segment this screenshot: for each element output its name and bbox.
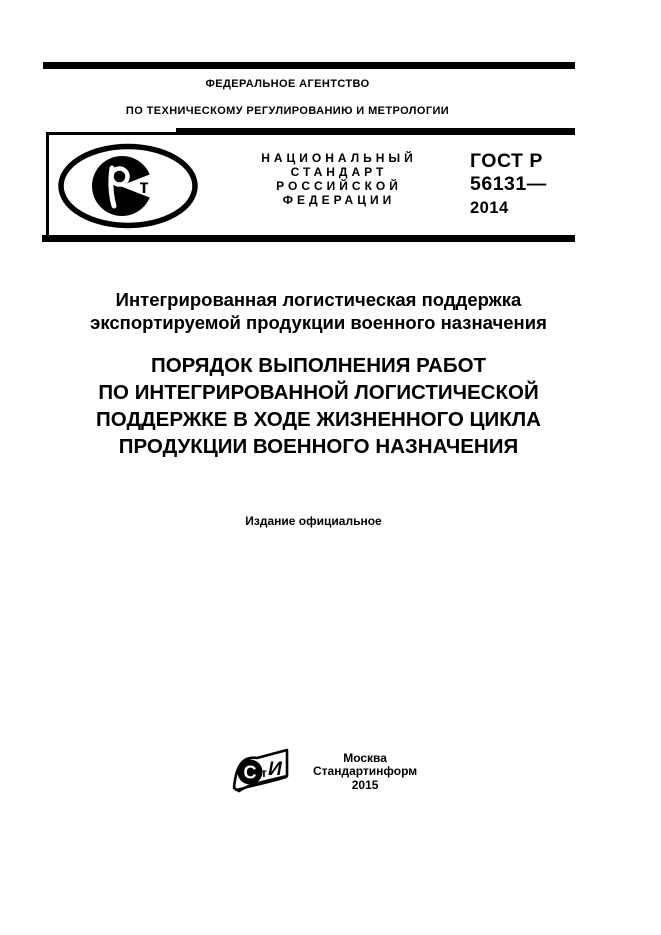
edition-note: Издание официальное: [245, 514, 382, 528]
subtitle-line-1: Интегрированная логистическая поддержка: [115, 289, 522, 310]
band-top-rule: [176, 128, 575, 135]
svg-text:И: И: [268, 759, 282, 780]
standard-header-band: [42, 128, 575, 242]
national-standard-label-line: РОССИЙСКОЙ: [276, 179, 402, 193]
logo-box-top-rule: [46, 132, 177, 135]
top-rule: [43, 62, 575, 69]
gost-designation-prefix: ГОСТ Р: [470, 150, 543, 172]
main-title-line-1: ПОРЯДОК ВЫПОЛНЕНИЯ РАБОТ: [150, 354, 487, 377]
imprint-text: [313, 752, 417, 793]
gost-designation-number: 56131—: [470, 172, 547, 195]
subtitle-line-2: экспортируемой продукции военного назначения: [90, 312, 547, 333]
national-standard-label-line: НАЦИОНАЛЬНЫЙ: [261, 151, 417, 165]
svg-text:т: т: [139, 177, 149, 198]
main-title-line-2: ПО ИНТЕГРИРОВАННОЙ ЛОГИСТИЧЕСКОЙ: [98, 381, 539, 404]
gost-designation: [470, 150, 547, 220]
agency-name-line-1: ФЕДЕРАЛЬНОЕ АГЕНТСТВО: [205, 78, 370, 90]
national-standard-label: [261, 151, 417, 207]
national-standard-label-line: СТАНДАРТ: [290, 165, 388, 179]
standartinform-logo-icon: [231, 746, 291, 798]
imprint-city: Москва: [343, 750, 387, 765]
imprint-block: [231, 746, 417, 798]
svg-text:т: т: [261, 766, 267, 780]
standard-subtitle: [52, 288, 585, 334]
band-bottom-rule: [42, 235, 575, 242]
imprint-publisher: Стандартинформ: [313, 764, 418, 779]
main-title-line-4: ПРОДУКЦИИ ВОЕННОГО НАЗНАЧЕНИЯ: [118, 435, 519, 458]
imprint-year: 2015: [351, 777, 379, 792]
agency-name-line-2: ПО ТЕХНИЧЕСКОМУ РЕГУЛИРОВАНИЮ И МЕТРОЛОГИИ: [125, 105, 450, 117]
main-title-line-3: ПОДДЕРЖКЕ В ХОДЕ ЖИЗНЕННОГО ЦИКЛА: [96, 408, 541, 431]
svg-text:С: С: [243, 762, 257, 783]
standard-main-title: [52, 352, 585, 460]
logo-box-left-rule: [46, 132, 49, 236]
rst-conformity-mark-icon: [56, 143, 200, 229]
gost-designation-year: 2014: [470, 199, 509, 217]
national-standard-label-line: ФЕДЕРАЦИИ: [282, 193, 396, 207]
